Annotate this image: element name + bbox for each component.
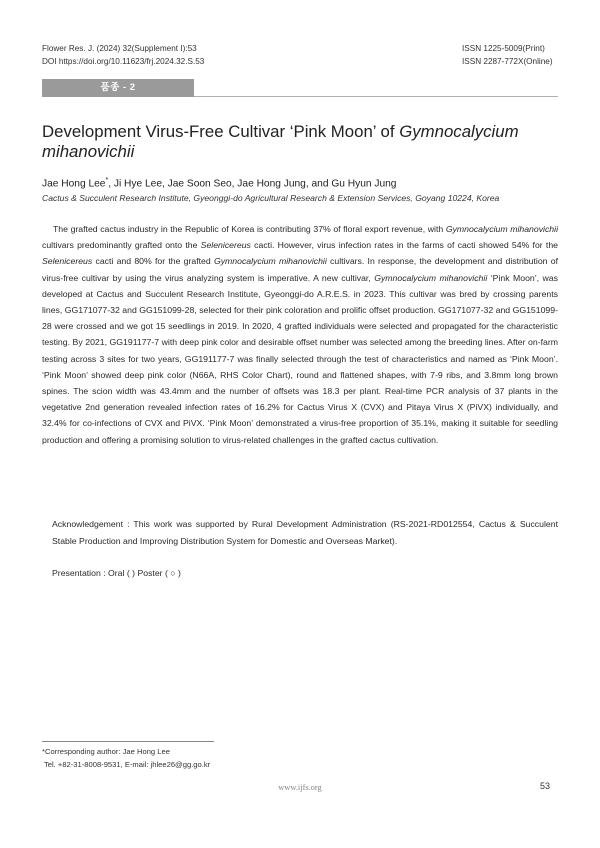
journal-citation: Flower Res. J. (2024) 32(Supplement I):53 — [42, 44, 197, 53]
journal-header — [42, 43, 204, 68]
paper-title — [42, 122, 562, 162]
abstract-species: Gymnocalycium mihanovichii — [374, 272, 488, 283]
issn-block — [462, 43, 553, 68]
acknowledgement: Acknowledgement : This work was supported by Rural Development Administration (RS-2021-RD012554, Cactus & Succulent Stable Production and Improving Distribution System for Domestic and Overseas Market). — [52, 519, 558, 546]
abstract-species: Selenicereus — [200, 240, 251, 251]
footnote-divider — [42, 741, 214, 742]
title-main: Development Virus-Free Cultivar ‘Pink Moon’ of — [42, 122, 400, 141]
abstract-body — [42, 221, 558, 448]
abstract-text: ‘Pink Moon’, was developed at Cactus and Succulent Research Institute, Gyeonggi-do A.R.E.S. in 2023. This cultivar was bred by crossing parents lines, GG171077-32 and GG151099-28, selected for their pink coloration and prolific offset production. GG171077-32 and GG151099-28 were crossed and we got 15 seedlings in 2019. In 2020, 4 grafted individuals were selected and propagated for the characteristic testing. By 2021, GG191177-7 with deep pink color and desirable offset number was selected among the breeding lines. After on-farm testing across 3 sites for two years, GG191177-7 was finally selected through the test of characteristics and named as ‘Pink Moon’. ‘Pink Moon’ showed deep pink color (N66A, RHS Color Chart), round and flattened shapes, with 7-9 ribs, and 3.8mm long brown spines. The scion width was 43.4mm and the number of offsets was 18.3 per plant. Real-time PCR analysis of 37 plants in the vegetative 2nd generation revealed infection rates of 16.2% for Cactus Virus X (CVX) and Pitaya Virus X (PiVX) individually, and 32.4% for co-infections of CVX and PiVX. ‘Pink Moon’ demonstrated a virus-free proportion of 35.1%, making it suitable for seedling production and offering a promising solution to virus-related challenges in the grafted cactus cultivation. — [42, 272, 558, 445]
journal-website: www.ijfs.org — [278, 783, 322, 792]
title-scientific-name: Gymnocalycium mihanovichii — [42, 122, 519, 161]
contact-info: Tel. +82-31-8008-9531, E-mail: jhlee26@gg.go.kr — [42, 760, 211, 769]
page-number: 53 — [540, 781, 551, 791]
corresponding-author-footnote — [42, 745, 210, 771]
author-list — [42, 177, 396, 189]
abstract-text: The grafted cactus industry in the Republic of Korea is contributing 37% of floral export revenue, with — [53, 224, 446, 234]
presentation-type: Presentation : Oral ( ) Poster ( ○ ) — [52, 568, 181, 578]
issn-online: ISSN 2287-772X(Online) — [462, 56, 553, 66]
issn-print: ISSN 1225-5009(Print) — [462, 44, 545, 53]
corresponding-mark: * — [105, 177, 109, 184]
section-divider — [194, 96, 558, 97]
doi-line: DOI https://doi.org/10.11623/frj.2024.32.S.53 — [42, 56, 205, 66]
author-rest: , Ji Hye Lee, Jae Soon Seo, Jae Hong Jung, and Gu Hyun Jung — [108, 178, 397, 190]
abstract-text: cultivars predominantly grafted onto the — [42, 240, 201, 251]
affiliation: Cactus & Succulent Research Institute, Gyeonggi-do Agricultural Research & Extension Services, Goyang 10224, Korea — [42, 193, 500, 203]
abstract-text: cacti and 80% for the grafted — [92, 256, 214, 267]
abstract-text: cacti. However, virus infection rates in the farms of cacti showed 54% for the — [250, 240, 558, 251]
section-tab: 품종 - 2 — [42, 79, 194, 97]
author-first: Jae Hong Lee — [42, 178, 106, 190]
abstract-text: cultivars. In response, the development and distribution of virus-free cultivar by using the virus analyzing system is imperative. A new cultivar, — [42, 256, 558, 283]
abstract-species: Gymnocalycium mihanovichii — [445, 224, 559, 234]
corresponding-author: *Corresponding author: Jae Hong Lee — [42, 747, 170, 756]
abstract-species: Selenicereus — [42, 256, 93, 267]
abstract-species: Gymnocalycium mihanovichii — [213, 256, 327, 267]
